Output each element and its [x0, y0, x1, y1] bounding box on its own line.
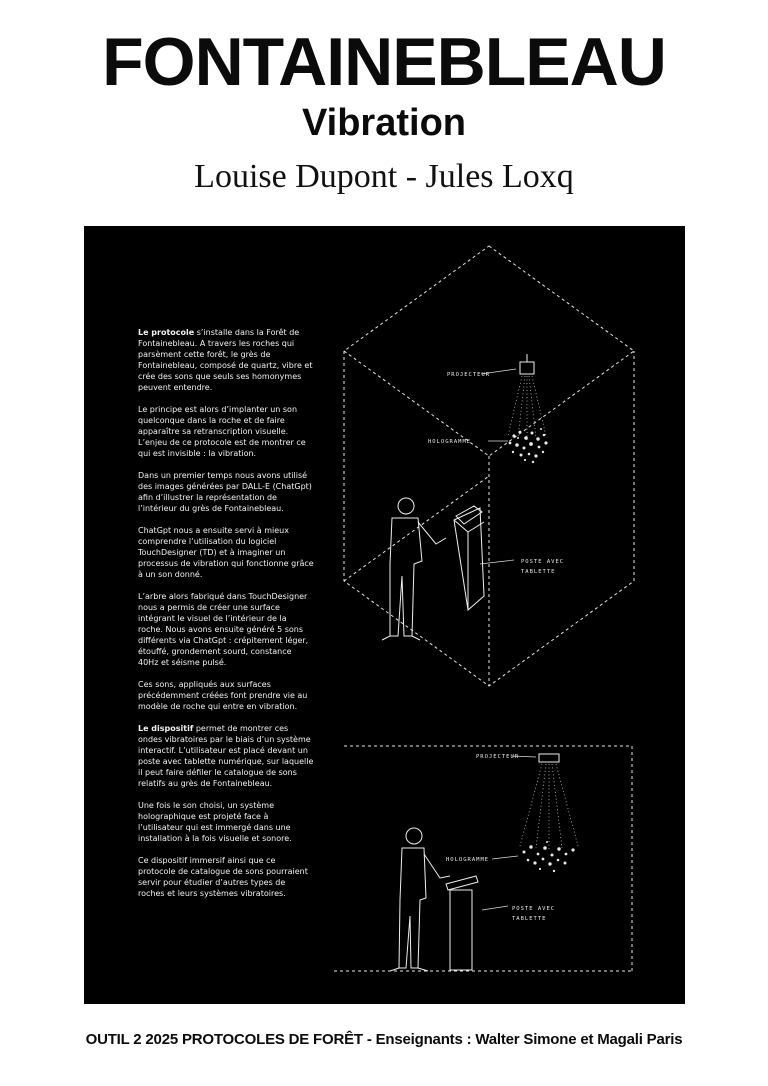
label-poste-bottom-1: POSTE AVEC — [512, 906, 556, 912]
leader-line — [480, 560, 514, 564]
label-projecteur-bottom: PROJECTEUR — [476, 754, 520, 760]
hologram-cloud — [523, 841, 575, 872]
authors-line: Louise Dupont - Jules Loxq — [194, 158, 574, 195]
label-hologramme-bottom: HOLOGRAMME — [446, 857, 490, 863]
projector-icon — [520, 354, 534, 374]
isometric-room-outline — [344, 246, 634, 686]
paragraph-body: Une fois le son choisi, un système holographique est projeté face à l’utilisateur qui est immergé dans une installation à la fois visuelle et sonore. — [138, 801, 292, 843]
paragraph-body: Dans un premier temps nous avons utilisé des images générées par DALL-E (ChatGpt) afin d’illustrer la représentation de l’intérieur du grès de Fontainebleau. — [138, 471, 312, 513]
kiosk-stand — [454, 506, 484, 610]
light-beam — [508, 376, 546, 440]
page-title: FONTAINEBLEAU — [102, 24, 666, 100]
person-figure — [382, 498, 446, 640]
black-poster-panel — [84, 226, 685, 1004]
projector-icon — [539, 754, 559, 762]
paragraph-body: L’arbre alors fabriqué dans TouchDesigner nous a permis de créer une surface intégrant le visuel de l’intérieur de la roche. Nous avons ensuite généré 5 sons différents via ChatGpt : crépitement léger, étouffé, grondement sourd, constance 40Hz et séisme pulsé. — [138, 592, 309, 667]
person-figure — [390, 828, 450, 971]
paragraph-body: s’installe dans la Forêt de Fontainebleau. A travers les roches qui parsèment cette forêt, le grès de Fontainebleau, composé de quartz, vibre et crée des sons que seuls ses homonymes peuvent entendre. — [138, 328, 313, 392]
page-subtitle: Vibration — [302, 102, 466, 144]
label-poste-top-2: TABLETTE — [521, 569, 556, 575]
leader-line — [482, 906, 508, 910]
label-poste-bottom-2: TABLETTE — [512, 916, 547, 922]
paragraph-body: Ce dispositif immersif ainsi que ce protocole de catalogue de sons pourraient servir pour étudier d’autres types de roches et leurs systèmes vibratoires. — [138, 856, 308, 898]
paragraph-body: Ces sons, appliqués aux surfaces précédemment créées font prendre vie au modèle de roche qui entre en vibration. — [138, 680, 308, 711]
kiosk-stand — [446, 876, 478, 970]
hologram-cloud — [509, 428, 548, 463]
paragraph-lead: Le dispositif — [138, 724, 194, 733]
paragraph-body: permet de montrer ces ondes vibratoires par le biais d’un système interactif. L’utilisateur est placé devant un poste avec tablette numérique, sur laquelle il peut faire défiler le catalogue de sons relatifs au grès de Fontainebleau. — [138, 724, 314, 788]
label-projecteur-top: PROJECTEUR — [447, 372, 491, 378]
paragraph-body: ChatGpt nous a ensuite servi à mieux comprendre l’utilisation du logiciel TouchDesigner (TD) et à imaginer un processus de vibration qui fonctionne grâce à un son donné. — [138, 526, 314, 579]
leader-line — [492, 856, 518, 859]
paragraph-lead: Le protocole — [138, 328, 195, 337]
light-beam — [520, 764, 578, 850]
installation-drawing — [84, 226, 685, 1004]
label-hologramme-top: HOLOGRAMME — [428, 439, 472, 445]
paragraph-body: Le principe est alors d’implanter un son quelconque dans la roche et de faire apparaître sa retranscription visuelle. L’enjeu de ce protocole est de montrer ce qui est invisible : la vibration. — [138, 405, 306, 458]
label-poste-top-1: POSTE AVEC — [521, 559, 565, 565]
footer-credits: OUTIL 2 2025 PROTOCOLES DE FORÊT - Enseignants : Walter Simone et Magali Paris — [85, 1031, 683, 1048]
